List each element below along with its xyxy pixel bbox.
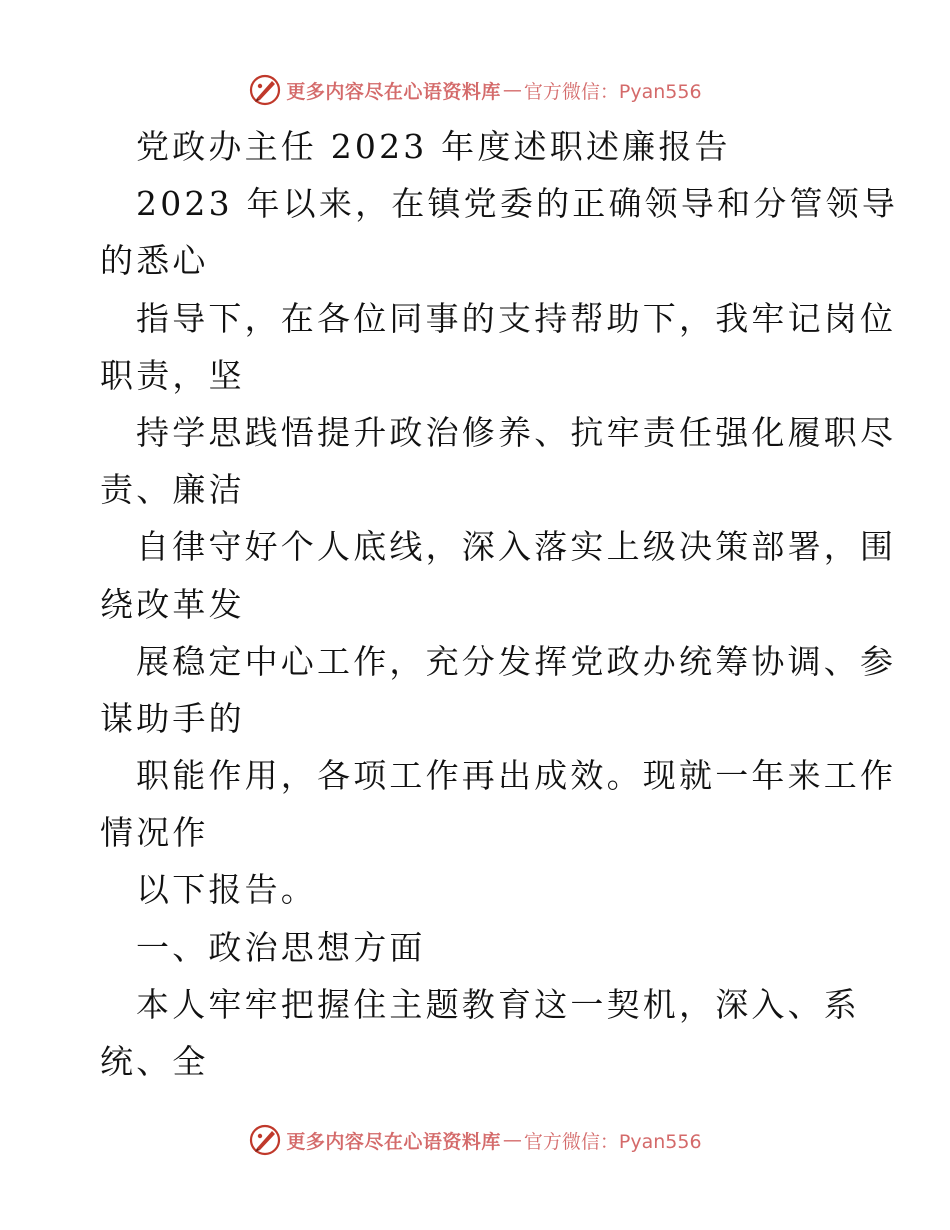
text-line: 指导下，在各位同事的支持帮助下，我牢记岗位 <box>136 298 897 338</box>
text-line: 展稳定中心工作，充分发挥党政办统筹协调、参 <box>136 641 897 681</box>
text-line: 以下报告。 <box>136 870 317 910</box>
text-line: 职能作用，各项工作再出成效。现就一年来工作 <box>136 756 897 796</box>
document-body <box>100 118 899 1090</box>
text-line: 情况作 <box>100 813 209 853</box>
brush-logo-icon <box>248 1123 282 1157</box>
header-watermark <box>0 70 950 110</box>
footer-watermark <box>0 1120 950 1160</box>
text-line: 持学思践悟提升政治修养、抗牢责任强化履职尽 <box>136 412 897 452</box>
text-line: 职责，坚 <box>100 355 245 395</box>
watermark-text: 更多内容尽在心语资料库 <box>286 1130 501 1153</box>
text-line: 责、廉洁 <box>100 470 245 510</box>
text-line: 统、全 <box>100 1042 209 1081</box>
document-title: 党政办主任 2023 年度述职述廉报告 <box>136 127 731 166</box>
brush-logo-icon <box>248 73 282 107</box>
watermark-contact: 官方微信：Pyan556 <box>523 1130 702 1153</box>
text-line: 一、政治思想方面 <box>136 927 426 967</box>
text-line: 自律守好个人底线，深入落实上级决策部署，围 <box>136 527 897 567</box>
watermark-contact: 官方微信：Pyan556 <box>523 80 702 103</box>
text-line: 谋助手的 <box>100 698 245 738</box>
text-line: 本人牢牢把握住主题教育这一契机，深入、系 <box>136 984 860 1024</box>
text-line: 绕改革发 <box>100 584 245 624</box>
text-line: 2023 年以来，在镇党委的正确领导和分管领导 <box>136 184 899 224</box>
text-line: 的悉心 <box>100 241 209 281</box>
watermark-text: 更多内容尽在心语资料库 <box>286 80 501 103</box>
watermark-separator: — <box>502 1129 522 1151</box>
watermark-separator: — <box>502 79 522 101</box>
